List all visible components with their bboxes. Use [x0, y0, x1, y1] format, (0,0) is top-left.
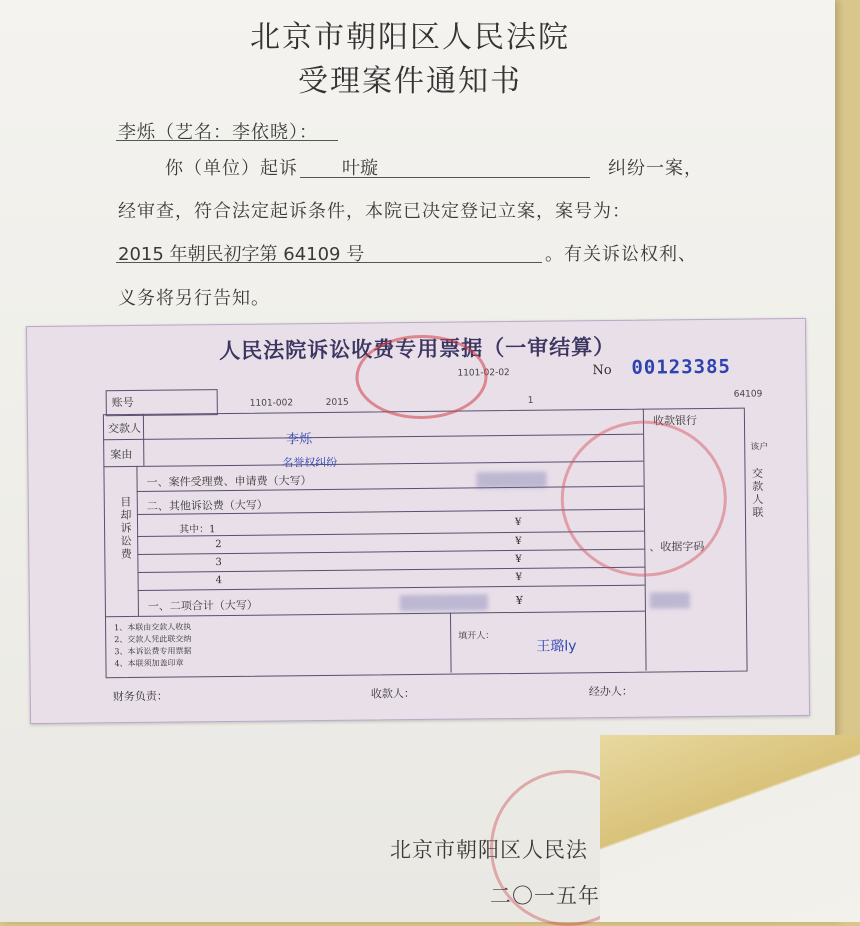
fee-receipt	[26, 318, 810, 724]
note-1: 1、本联由交款人收执	[114, 622, 192, 633]
case-number: 2015 年朝民初字第 64109 号	[118, 244, 365, 265]
note-2: 2、交款人凭此联交纳	[114, 634, 192, 645]
sub-row-3: 3	[215, 557, 222, 569]
line1-prefix: 你（单位）起诉	[165, 158, 298, 179]
handler-signature: 王璐ly	[536, 638, 577, 655]
court-name: 北京市朝阳区人民法院	[250, 20, 570, 55]
paper-corner-overlay	[600, 735, 860, 922]
note-4: 4、本联须加盖印章	[114, 658, 184, 669]
payee-label: 收款人：	[370, 687, 415, 701]
red-stamp-oval	[355, 334, 488, 419]
row-acceptance-fee: 一、案件受理费、申请费（大写）	[146, 474, 312, 489]
sub3-yen: ¥	[515, 553, 522, 565]
line2: 经审查，符合法定起诉条件，本院已决定登记立案，案号为：	[118, 201, 631, 222]
addressee: 李烁（艺名：李依晓）：	[118, 122, 318, 143]
right-number: 64109	[733, 389, 763, 400]
small-code-3: 1	[527, 395, 534, 406]
bank-label: 收款银行	[652, 414, 698, 428]
payer-name: 李烁	[286, 432, 313, 448]
receipt-no-label: No	[592, 362, 612, 379]
line4: 义务将另行告知。	[118, 288, 270, 309]
line1-suffix: 纠纷一案，	[608, 158, 703, 179]
sub2-yen: ¥	[515, 535, 522, 547]
defendant-name: 叶璇	[342, 158, 378, 179]
payer-label: 交款人	[107, 421, 142, 436]
rate-label: 、收据字码	[649, 540, 705, 554]
sub-row-1: 其中：1	[179, 524, 216, 536]
handler-label: 经办人：	[588, 684, 633, 699]
document-title: 受理案件通知书	[298, 64, 522, 99]
filler-label: 填开人：	[458, 631, 495, 642]
side-copy-label: 交款人联	[750, 467, 765, 520]
fee-section-label: 目却诉讼费	[118, 495, 133, 562]
redaction-1	[476, 472, 546, 489]
receipt-serial: 00123385	[631, 355, 732, 379]
row-other-fees: 二、其他诉讼费（大写）	[146, 498, 268, 513]
sub-row-4: 4	[215, 575, 223, 587]
total-yen: ¥	[515, 593, 523, 607]
redaction-2	[400, 594, 488, 611]
footer-date: 二〇一五年	[490, 884, 600, 908]
line3-suffix: 。有关诉讼权利、	[545, 244, 697, 265]
addressee-underline	[116, 140, 338, 141]
cause-label: 案由	[110, 447, 133, 462]
footer-court: 北京市朝阳区人民法	[390, 838, 588, 862]
row-total: 一、二项合计（大写）	[147, 598, 258, 613]
sub4-yen: ¥	[515, 571, 523, 583]
case-number-underline	[116, 262, 542, 263]
note-3: 3、本诉讼费专用票据	[114, 646, 192, 657]
receipt-title: 人民法院诉讼收费专用票据（一审结算）	[219, 333, 616, 364]
cause-value: 名誉权纠纷	[282, 455, 338, 470]
small-code-1: 1101-002	[249, 398, 294, 409]
defendant-underline	[300, 177, 590, 178]
redaction-3	[650, 592, 690, 608]
sub1-yen: ¥	[514, 516, 522, 528]
account-label: 账号	[111, 395, 134, 410]
finance-label: 财务负责：	[112, 689, 168, 704]
right-top-text: 该户	[750, 442, 769, 453]
receipt-code: 1101-02-02	[457, 368, 510, 379]
sub-row-2: 2	[215, 539, 222, 551]
small-code-2: 2015	[325, 397, 349, 408]
